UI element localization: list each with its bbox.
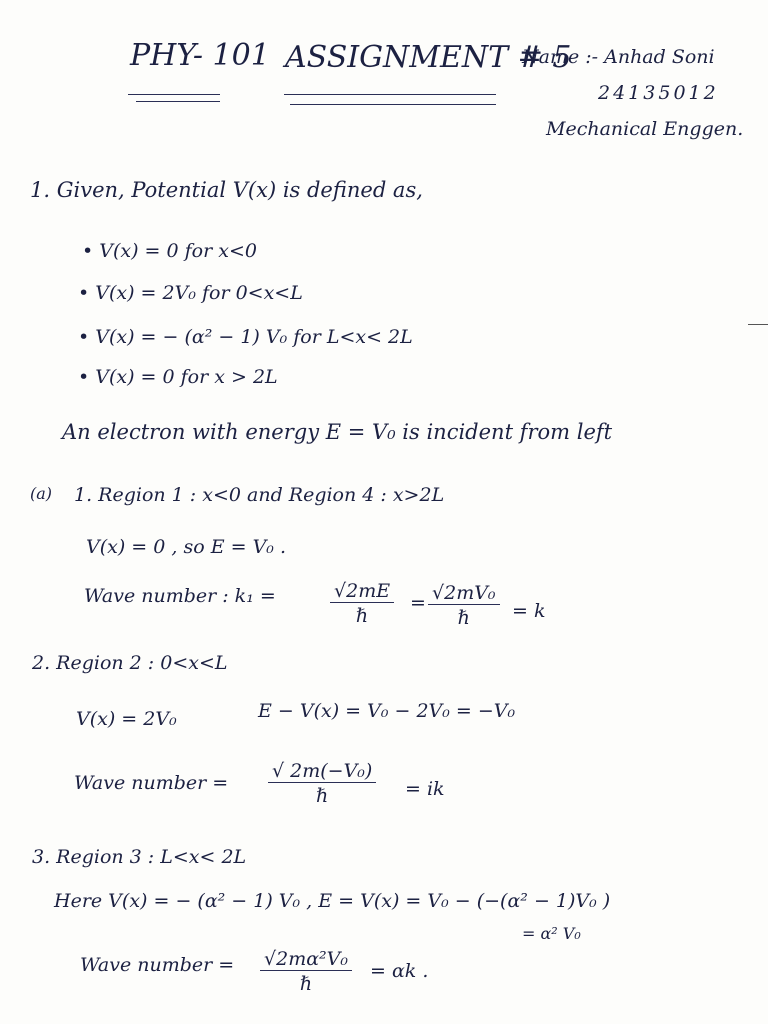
region1-equals: = — [410, 592, 426, 614]
course-code: PHY- 101 — [130, 38, 270, 73]
assignment-title: ASSIGNMENT # 5 — [285, 40, 572, 75]
potential-bullet-2: • V(x) = 2V₀ for 0<x<L — [78, 282, 303, 304]
region2-result: = ik — [405, 778, 445, 800]
region1-wave-label: Wave number : k₁ = — [84, 585, 276, 607]
region3-wave-label: Wave number = — [80, 954, 235, 976]
q1-intro: 1. Given, Potential V(x) is defined as, — [30, 178, 423, 202]
potential-bullet-1: • V(x) = 0 for x<0 — [82, 240, 257, 262]
region3-title: 3. Region 3 : L<x< 2L — [32, 846, 247, 868]
region3-fraction — [260, 948, 352, 995]
region3-potential-result: = α² V₀ — [522, 924, 581, 943]
region1-title: 1. Region 1 : x<0 and Region 4 : x>2L — [74, 484, 445, 506]
region1-result: = k — [512, 600, 546, 622]
region3-fraction-num: √2mα²V₀ — [260, 948, 352, 971]
region2-potential: V(x) = 2V₀ — [76, 708, 177, 730]
region3-potential: Here V(x) = − (α² − 1) V₀ , E = V(x) = V₀ − (−(α² − 1)V₀ ) — [54, 890, 611, 912]
region2-fraction-den: ℏ — [316, 785, 329, 807]
region2-fraction-num: √ 2m(−V₀) — [268, 760, 376, 783]
region1-fraction-2-num: √2mV₀ — [428, 582, 500, 605]
region3-result: = αk . — [370, 960, 429, 982]
region3-fraction-den: ℏ — [299, 973, 313, 995]
region1-potential: V(x) = 0 , so E = V₀ . — [86, 536, 286, 558]
title-underline — [128, 94, 220, 95]
part-a-label: (a) — [30, 484, 53, 503]
region2-energy-diff: E − V(x) = V₀ − 2V₀ = −V₀ — [258, 700, 516, 722]
title-underline — [284, 94, 496, 95]
branch: Mechanical Enggen. — [546, 118, 744, 140]
title-underline — [290, 104, 496, 105]
electron-statement: An electron with energy E = V₀ is incident from left — [62, 420, 613, 444]
region2-wave-label: Wave number = — [74, 772, 229, 794]
region1-fraction-1 — [330, 580, 394, 627]
region1-fraction-1-den: ℏ — [355, 605, 369, 627]
roll-number: 24135012 — [598, 82, 719, 104]
region1-fraction-2-den: ℏ — [457, 607, 470, 629]
region1-fraction-1-num: √2mE — [330, 580, 394, 603]
page-edge-mark — [748, 324, 768, 325]
student-name: Name :- Anhad Soni — [522, 46, 715, 68]
title-underline — [136, 101, 220, 102]
region2-fraction — [268, 760, 376, 807]
region2-title: 2. Region 2 : 0<x<L — [32, 652, 228, 674]
potential-bullet-3: • V(x) = − (α² − 1) V₀ for L<x< 2L — [78, 326, 413, 348]
region1-fraction-2 — [428, 582, 500, 629]
potential-bullet-4: • V(x) = 0 for x > 2L — [78, 366, 278, 388]
